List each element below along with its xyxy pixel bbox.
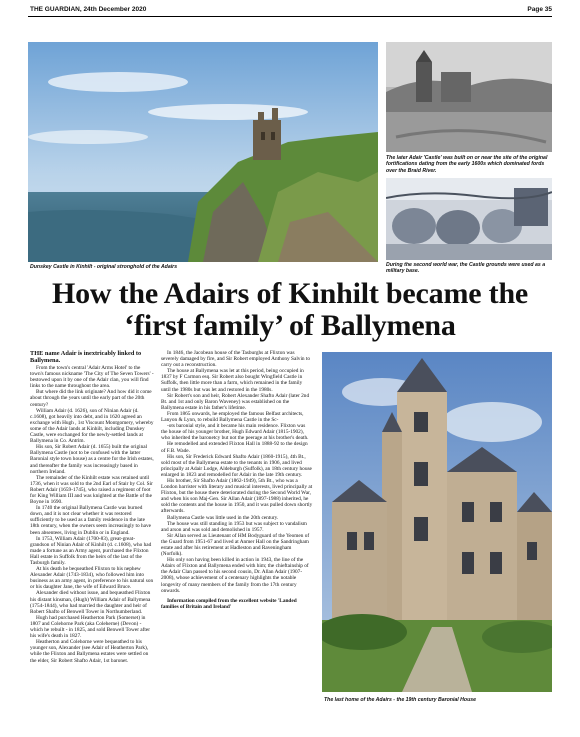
article-paragraph: From 1865 onwards, he employed the famous Belfast architects, Lanyon & Lynn, to rebuild Ballymena Castle in the Sc- bbox=[161, 410, 304, 424]
article-paragraph: At his death he bequeathed Flixton to his nephew Alexander Adair (1743-1834), who followed him into business as an army agent, in preference to his natural son or his daughter Jane, the wife of Edward Bruce. bbox=[30, 566, 154, 591]
article-paragraph: From the town's central 'Adair Arms Hotel' to the town's famous nickname 'The City of The Seven Towers' - bestowed upon it by one of the Adair clan, you will find links to the name throughout the area. bbox=[30, 365, 154, 390]
article-headline: How the Adairs of Kinhilt became the ‘first family’ of Ballymena bbox=[51, 277, 529, 342]
article-paragraph: His son, Sir Frederick Edward Shafto Adair (1860-1915), 4th Bt., sold most of the Ballymena estate to the tenants in 1906, and lived principally at Adair Lodge, Aldeburgh (Suffolk), an 18th century house enlarged in 1823 and remodelled for Adair in the late 19th century. bbox=[161, 453, 312, 478]
article-paragraph: But where did the link originate? And how did it come about through the years until the early part of the 20th century? bbox=[30, 389, 152, 408]
header-rule bbox=[28, 16, 552, 17]
article-paragraph: In 1740 the original Ballymena Castle was burned down, and it is not clear whether it was restored sufficiently to be used as a family residence in the late 18th century, when the owners seem increasingly to have been absentees, living in Dublin or in England. bbox=[30, 505, 152, 536]
military-base-photo bbox=[386, 178, 552, 260]
article-paragraph: In 1753, William Adair (1700-83), great-great-grandson of Ninian Adair of Kinhilt (d. c.1608), who had made a fortune as an Army agent, purchased the Flixton Hall estate in Suffolk from the heirs of the last of the Tasburgh family. bbox=[30, 535, 152, 566]
article-credit: Information compiled from the excellent website 'Landed families of Britain and Ireland' bbox=[161, 597, 297, 610]
article-paragraph: His only son having been killed in action in 1943, the line of the Adairs of Flixton and Ballymena ended with him; the chieftainship of the Adair Clan passed to his second cousin, Dr. Allan Adair (1907-2008), whose achievement of a centenary highlights the notable longevity of many members of the family from the 17th century onwards. bbox=[161, 557, 309, 594]
dunskey-caption: Dunskey Castle in Kinhilt - original stronghold of the Adairs bbox=[30, 264, 178, 270]
baronial-house-caption: The last home of the Adairs - the 19th century Baronial House bbox=[324, 697, 477, 703]
article-paragraph: Alexander died without issue, and bequeathed Flixton his distant kinsman, (Hugh) William Adair of Ballymena (1754-1844), who had married the daughter and heir of Robert Shafto of Benwell Tower in Northumberland. bbox=[30, 590, 151, 615]
castle-built-caption: The later Adair 'Castle' was built on or near the site of the original fortifications dating from the early 1600s which dominated fords over the Braid River. bbox=[386, 155, 548, 174]
article-lead: THE name Adair is inextricably linked to Ballymena. bbox=[30, 350, 142, 364]
article-paragraph: Hugh had purchased Heatherton Park (Somerset) in 1807 and Colehorne Park (aka Coleherne) (Devon) - which he rebuilt - in 1825, and sold Benwell Tower after his wife's death in 1827. bbox=[30, 614, 151, 640]
dunskey-castle-photo bbox=[28, 42, 378, 262]
newspaper-date-header: THE GUARDIAN, 24th December 2020 bbox=[30, 6, 147, 13]
article-paragraph: His son, Sir Robert Adair (d. 1655) built the original Ballymena Castle (not to be confused with the latter Baronial style town house) as a centre for the Irish estates, and thereafter the family was increasingly based in northern Ireland. bbox=[30, 444, 154, 475]
article-column-2 bbox=[161, 350, 313, 732]
article-paragraph: William Adair (d. 1626), son of Ninian Adair (d. c.1608), got heavily into debt, and in 1620 agreed an exchange with Hugh , 1st Viscount Montgomery, whereby some of the Adair lands at Kinhilt, including Dunskey Castle, were exchanged for the newly-settled lands at Ballymena in Co. Antrim. bbox=[30, 407, 154, 445]
article-paragraph: His brother, Sir Shafto Adair (1862-1949), 5th Bt., who was a London barrister with literary and musical interests, lived principally at Flixton, but the house there deteriorated during the Second World War, and when his son Maj-Gen. Sir Allan Adair (1897-1988) inherited, he sold the contents and the house in 1950, and it was pulled down shortly afterwards. bbox=[161, 477, 313, 515]
article-column-1 bbox=[30, 350, 154, 732]
article-paragraph: Ballymena Castle was little used in the 20th century. bbox=[167, 514, 279, 521]
article-paragraph: He remodelled and extended Flixton Hall in 1888-92 to the design of F.B. Wade. bbox=[161, 441, 308, 454]
article-paragraph: The house at Ballymena was let at this period, being occupied in 1837 by F Carmon esq. Sir Robert also bought Wingfield Castle in Suffolk, then little more than a farm, which remained in the family until the 1980s but was let and restored in the 1980s. bbox=[161, 368, 304, 393]
baronial-house-photo bbox=[322, 352, 552, 692]
military-base-caption: During the second world war, the Castle grounds were used as a military base. bbox=[386, 262, 546, 275]
article-paragraph: Sir Robert's son and heir, Robert Alexander Shafto Adair (later 2nd Bt. and 1st and only Baron Waveney) was established on the Ballymena estate in his father's lifetime. bbox=[161, 392, 310, 411]
article-paragraph: The remainder of the Kinhilt estate was retained until 1736, when it was sold to the 2nd Earl of Stair by Col. Sir Robert Adair (1659-1745), who raised a regiment of foot for King William III and was knighted at the Battle of the Boyne in 1690. bbox=[30, 474, 153, 506]
article-paragraph: The house was still standing in 1953 but was subject to vandalism and arson and was sold and demolished in 1957. bbox=[161, 520, 307, 533]
adair-castle-archive-photo bbox=[386, 42, 552, 152]
article-paragraph: In 1846, the Jacobean house of the Tasburghs at Flixton was severely damaged by fire, and Sir Robert employed Anthony Salvin to carry out a reconstruction. bbox=[161, 350, 311, 369]
page-number: Page 35 bbox=[527, 6, 552, 13]
article-paragraph: Sir Allan served as Lieutenant of HM Bodyguard of the Yeomen of the Guard from 1951-67 and lived at Anmer Hall on the Sandringham estate and after his retirement at Hadleston and Raveningham (Norfolk). bbox=[161, 532, 310, 558]
article-paragraph: -ots baronial style, and it became his main residence. Flixton was the house of his younger brother, Hugh Edward Adair (1815-1902), who inherited the baronetcy but not the peerage at his brother's death. bbox=[161, 423, 309, 442]
article-paragraph: Heatherton and Colehorne were bequeathed to his younger son, Alexander (see Adair of Heatherton Park), while the Flixton and Ballymena estates were settled on the elder, Sir Robert Shafto Adair, 1st baronet. bbox=[30, 639, 149, 664]
